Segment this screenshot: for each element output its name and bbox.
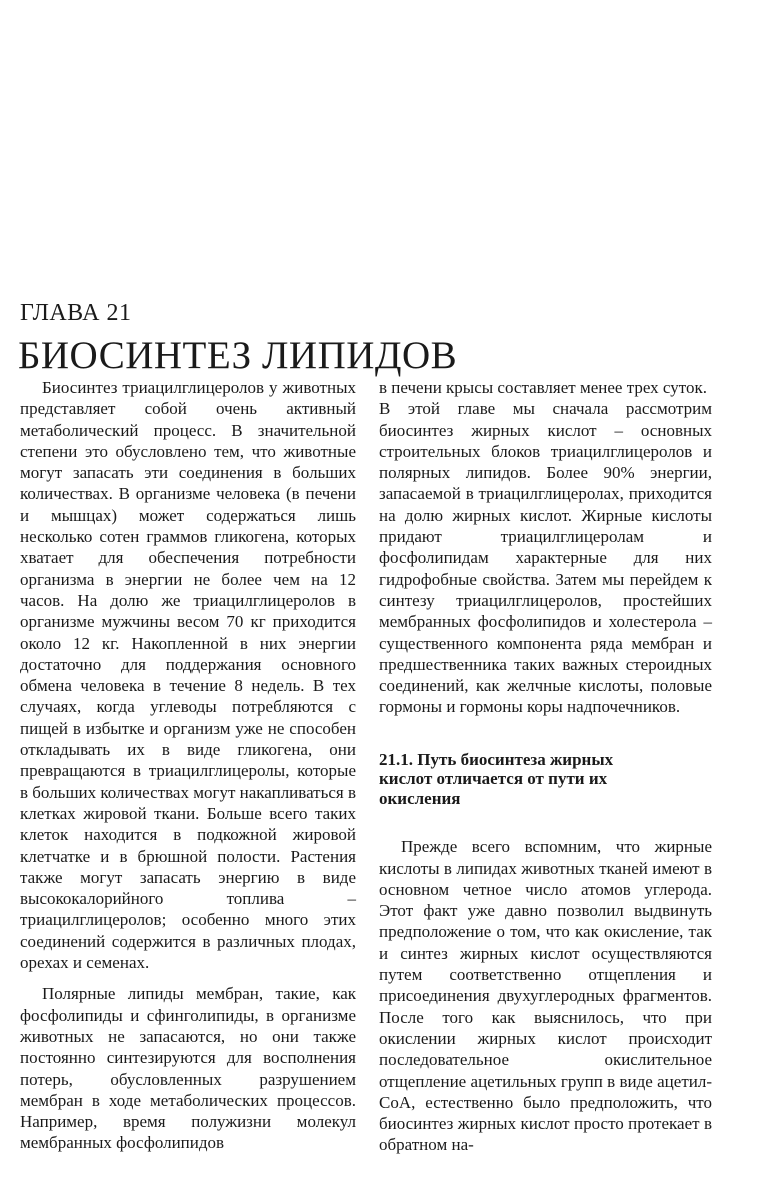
body-paragraph: в печени крысы составляет менее трех суток. <box>379 378 707 397</box>
right-column <box>379 377 712 1156</box>
chapter-label: ГЛАВА 21 <box>20 300 132 326</box>
left-column <box>20 377 356 1154</box>
chapter-title: БИОСИНТЕЗ ЛИПИДОВ <box>18 334 458 377</box>
body-paragraph: Полярные липиды мембран, такие, как фосфолипиды и сфинголипиды, в организме животных не запасаются, но они также постоянно синтезируются для восполнения потерь, обусловленных разрушением мембран в ходе метаболических процессов. Например, время полужизни молекул мембранных фосфолипидов <box>20 984 356 1153</box>
body-paragraph: В этой главе мы сначала рассмотрим биосинтез жирных кислот – основных строительных блоков триацилглицеролов и полярных липидов. Более 90% энергии, запасаемой в триацилглицеролах, приходится на долю жирных кислот. Жирные кислоты придают триацилглицеролам и фосфолипидам характерные для них гидрофобные свойства. Затем мы перейдем к синтезу триацилглицеролов, простейших мембранных фосфолипидов и холестерола – существенного компонента ряда мембран и предшественника таких важных стероидных соединений, как желчные кислоты, половые гормоны и гормоны коры надпочечников. <box>379 399 712 717</box>
body-paragraph: Биосинтез триацилглицеролов у животных представляет собой очень активный метаболический процесс. В значительной степени это обусловлено тем, что животные могут запасать эти соединения в больших количествах. В организме человека (в печени и мышцах) может содержаться лишь несколько сотен граммов гликогена, которых хватает для обеспечения потребности организма в энергии не более чем на 12 часов. На долю же триацилглицеролов в организме мужчины весом 70 кг приходится около 12 кг. Накопленной в них энергии достаточно для поддержания основного обмена человека в течение 8 недель. В тех случаях, когда углеводы потребляются с пищей в избытке и организм уже не способен откладывать их в виде гликогена, они превращаются в триацилглицеролы, которые в больших количествах могут накапливаться в клетках жировой ткани. Больше всего таких клеток находится в подкожной жировой клетчатке и в брюшной полости. Растения также могут запасать энергию в виде высококалорийного топлива – триацилглицеролов; особенно много этих соединений содержится в различных плодах, орехах и семенах. <box>20 378 357 973</box>
body-paragraph: Прежде всего вспомним, что жирные кислоты в липидах животных тканей имеют в основном четное число атомов углерода. Этот факт уже давно позволил выдвинуть предположение о том, что как окисление, так и синтез жирных кислот осуществляются путем соответственно отщепления и присоединения двухуглеродных фрагментов. После того как выяснилось, что при окислении жирных кислот происходит последовательное окислительное отщепление ацетильных групп в виде ацетил-СоА, естественно было предположить, что биосинтез жирных кислот просто протекает в обратном на- <box>379 837 712 1155</box>
section-heading: 21.1. Путь биосинтеза жирных кислот отличается от пути их окисления <box>379 749 614 808</box>
